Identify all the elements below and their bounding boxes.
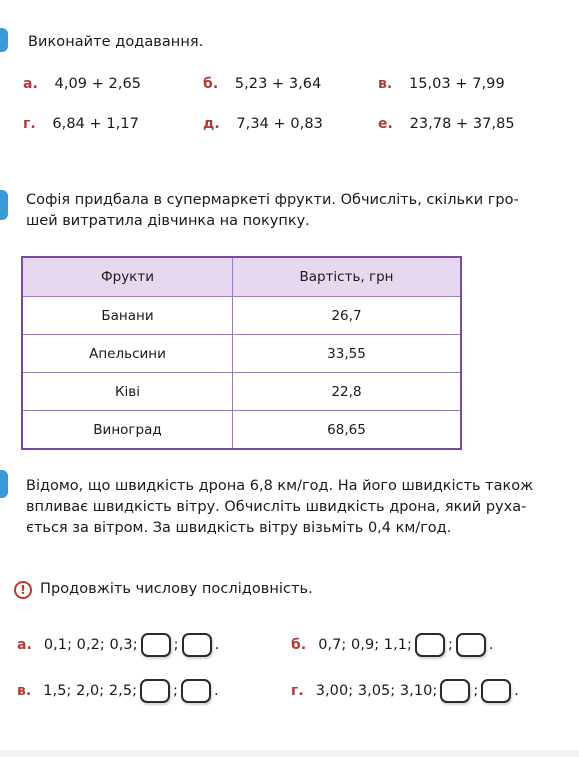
sequence-values: 0,7; 0,9; 1,1;	[318, 637, 412, 653]
item-expression: 4,09 + 2,65	[54, 76, 142, 92]
answer-blank[interactable]	[456, 633, 486, 657]
sequence-item-c	[17, 679, 219, 703]
sequence-values: 1,5; 2,0; 2,5;	[43, 683, 138, 699]
item-label: в.	[378, 76, 393, 92]
terminator: .	[514, 683, 519, 699]
task2-line: шей витратила дівчинка на покупку.	[26, 213, 310, 229]
task2-text	[26, 190, 571, 232]
task1-item-e	[203, 116, 323, 132]
answer-blank[interactable]	[440, 679, 470, 703]
exclamation-circle-icon: !	[14, 581, 32, 599]
terminator: .	[213, 683, 219, 699]
item-label: е.	[378, 116, 393, 132]
page-bottom-strip	[0, 750, 579, 757]
sequence-values: 3,00; 3,05; 3,10;	[315, 683, 438, 699]
sequence-item-a	[17, 633, 219, 657]
item-label: а.	[17, 637, 32, 653]
table-cell: Виноград	[22, 411, 233, 450]
task4-instruction: Продовжіть числову послідовність.	[40, 581, 313, 597]
table-cell: Банани	[22, 297, 233, 335]
column-header-price: Вартість, грн	[233, 257, 462, 297]
sequence-item-b	[291, 633, 494, 657]
table-row	[22, 297, 461, 335]
item-label: в.	[17, 683, 32, 699]
task3-line: Відомо, що швидкість дрона 6,8 км/год. На його швидкість також	[26, 478, 534, 494]
task1-item-b	[203, 76, 321, 92]
answer-blank[interactable]	[141, 633, 171, 657]
answer-blank[interactable]	[415, 633, 445, 657]
table-cell: 68,65	[233, 411, 462, 450]
task1-instruction: Виконайте додавання.	[28, 34, 204, 50]
column-header-fruits: Фрукти	[22, 257, 233, 297]
table-cell: 33,55	[233, 335, 462, 373]
separator: ;	[447, 637, 453, 653]
item-label: г.	[291, 683, 304, 699]
item-expression: 15,03 + 7,99	[408, 76, 505, 92]
item-label: б.	[203, 76, 219, 92]
item-expression: 6,84 + 1,17	[52, 116, 139, 132]
table-row	[22, 335, 461, 373]
task3-line: впливає швидкість вітру. Обчисліть швидкість дрона, який руха-	[26, 499, 527, 515]
task3-text	[26, 476, 571, 539]
answer-blank[interactable]	[140, 679, 170, 703]
task1-item-a	[23, 76, 141, 92]
task-marker	[0, 470, 8, 498]
table-cell: Ківі	[22, 373, 233, 411]
task-marker	[0, 190, 8, 220]
item-expression: 5,23 + 3,64	[234, 76, 322, 92]
table-cell: 26,7	[233, 297, 462, 335]
item-label: д.	[203, 116, 220, 132]
fruits-price-table	[21, 256, 462, 450]
answer-blank[interactable]	[481, 679, 511, 703]
task1-item-f	[378, 116, 515, 132]
task3-line: ється за вітром. За швидкість вітру візьміть 0,4 км/год.	[26, 520, 452, 536]
item-expression: 23,78 + 37,85	[409, 116, 515, 132]
table-row	[22, 411, 461, 450]
item-label: а.	[23, 76, 38, 92]
sequence-values: 0,1; 0,2; 0,3;	[43, 637, 138, 653]
sequence-item-d	[291, 679, 519, 703]
table-cell: Апельсини	[22, 335, 233, 373]
item-label: б.	[291, 637, 307, 653]
task2-line: Софія придбала в супермаркеті фрукти. Обчисліть, скільки гро-	[26, 192, 519, 208]
item-label: г.	[23, 116, 36, 132]
task-marker	[0, 28, 8, 52]
table-header-row	[22, 257, 461, 297]
separator: ;	[473, 683, 479, 699]
terminator: .	[488, 637, 494, 653]
item-expression: 7,34 + 0,83	[236, 116, 323, 132]
separator: ;	[173, 637, 179, 653]
terminator: .	[214, 637, 220, 653]
answer-blank[interactable]	[181, 679, 211, 703]
table-cell: 22,8	[233, 373, 462, 411]
answer-blank[interactable]	[182, 633, 212, 657]
separator: ;	[173, 683, 178, 699]
table-row	[22, 373, 461, 411]
task1-item-d	[23, 116, 139, 132]
task1-item-c	[378, 76, 505, 92]
